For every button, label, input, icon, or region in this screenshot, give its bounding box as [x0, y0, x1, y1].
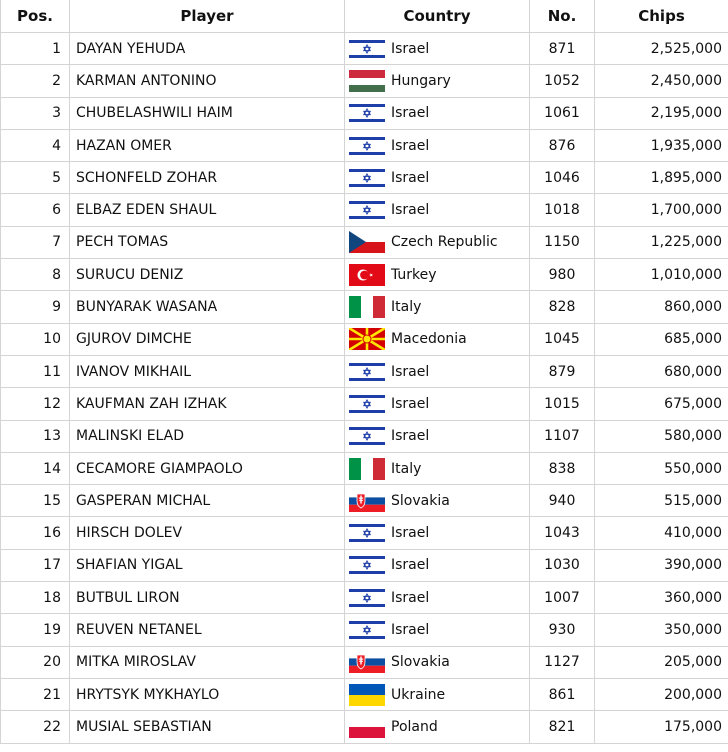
country-cell [345, 259, 530, 291]
chips-cell: 350,000 [595, 614, 728, 646]
header-chips: Chips [595, 0, 728, 33]
country-cell [345, 323, 530, 355]
country-name: Israel [391, 105, 430, 122]
chips-cell: 580,000 [595, 420, 728, 452]
player-cell: HAZAN OMER [70, 129, 345, 161]
number-cell: 1018 [530, 194, 595, 226]
player-cell: REUVEN NETANEL [70, 614, 345, 646]
country-name: Israel [391, 137, 430, 154]
country-cell [345, 711, 530, 743]
number-cell: 879 [530, 355, 595, 387]
pos-cell: 13 [1, 420, 70, 452]
number-cell: 1015 [530, 388, 595, 420]
macedonia-flag-icon [349, 328, 385, 350]
header-pos: Pos. [1, 0, 70, 33]
chips-cell: 550,000 [595, 452, 728, 484]
pos-cell: 1 [1, 33, 70, 65]
pos-cell: 5 [1, 162, 70, 194]
country-cell [345, 678, 530, 710]
country-cell [345, 614, 530, 646]
country-cell [345, 194, 530, 226]
israel-flag-icon [349, 361, 385, 383]
table-row [1, 517, 728, 549]
header-country: Country [345, 0, 530, 33]
number-cell: 1150 [530, 226, 595, 258]
chips-cell: 515,000 [595, 485, 728, 517]
player-cell: KARMAN ANTONINO [70, 65, 345, 97]
country-name: Ukraine [391, 686, 446, 703]
country-cell [345, 129, 530, 161]
pos-cell: 12 [1, 388, 70, 420]
number-cell: 1127 [530, 646, 595, 678]
pos-cell: 4 [1, 129, 70, 161]
chips-cell: 205,000 [595, 646, 728, 678]
country-name: Israel [391, 395, 430, 412]
country-name: Italy [391, 460, 422, 477]
pos-cell: 6 [1, 194, 70, 226]
player-cell: GASPERAN MICHAL [70, 485, 345, 517]
player-cell: ELBAZ EDEN SHAUL [70, 194, 345, 226]
number-cell: 861 [530, 678, 595, 710]
number-cell: 1043 [530, 517, 595, 549]
country-name: Israel [391, 169, 430, 186]
number-cell: 821 [530, 711, 595, 743]
chips-cell: 1,225,000 [595, 226, 728, 258]
country-name: Israel [391, 557, 430, 574]
pos-cell: 3 [1, 97, 70, 129]
slovakia-flag-icon [349, 651, 385, 673]
player-cell: IVANOV MIKHAIL [70, 355, 345, 387]
country-name: Israel [391, 40, 430, 57]
chips-cell: 1,010,000 [595, 259, 728, 291]
table-header-row [1, 0, 728, 33]
poland-flag-icon [349, 716, 385, 738]
country-cell [345, 97, 530, 129]
table-row [1, 614, 728, 646]
country-cell [345, 420, 530, 452]
chips-cell: 680,000 [595, 355, 728, 387]
table-row [1, 291, 728, 323]
country-name: Israel [391, 621, 430, 638]
pos-cell: 19 [1, 614, 70, 646]
pos-cell: 16 [1, 517, 70, 549]
country-cell [345, 388, 530, 420]
player-cell: PECH TOMAS [70, 226, 345, 258]
table-row [1, 549, 728, 581]
country-name: Israel [391, 363, 430, 380]
country-cell [345, 226, 530, 258]
table-row [1, 129, 728, 161]
country-cell [345, 582, 530, 614]
country-cell [345, 291, 530, 323]
czech-flag-icon [349, 231, 385, 253]
player-cell: CHUBELASHWILI HAIM [70, 97, 345, 129]
chips-cell: 175,000 [595, 711, 728, 743]
table-row [1, 582, 728, 614]
number-cell: 1030 [530, 549, 595, 581]
player-cell: MITKA MIROSLAV [70, 646, 345, 678]
ukraine-flag-icon [349, 684, 385, 706]
italy-flag-icon [349, 296, 385, 318]
israel-flag-icon [349, 38, 385, 60]
number-cell: 876 [530, 129, 595, 161]
number-cell: 1052 [530, 65, 595, 97]
player-cell: BUNYARAK WASANA [70, 291, 345, 323]
country-name: Israel [391, 589, 430, 606]
country-cell [345, 162, 530, 194]
country-name: Hungary [391, 72, 451, 89]
israel-flag-icon [349, 135, 385, 157]
country-cell [345, 549, 530, 581]
country-name: Turkey [391, 266, 437, 283]
table-row [1, 65, 728, 97]
country-name: Macedonia [391, 331, 467, 348]
chips-cell: 2,195,000 [595, 97, 728, 129]
number-cell: 828 [530, 291, 595, 323]
country-cell [345, 452, 530, 484]
number-cell: 930 [530, 614, 595, 646]
player-cell: SURUCU DENIZ [70, 259, 345, 291]
chips-cell: 2,450,000 [595, 65, 728, 97]
table-row [1, 323, 728, 355]
player-cell: GJUROV DIMCHE [70, 323, 345, 355]
table-row [1, 388, 728, 420]
chips-cell: 860,000 [595, 291, 728, 323]
israel-flag-icon [349, 587, 385, 609]
chips-cell: 1,895,000 [595, 162, 728, 194]
pos-cell: 14 [1, 452, 70, 484]
player-cell: HIRSCH DOLEV [70, 517, 345, 549]
player-cell: MALINSKI ELAD [70, 420, 345, 452]
table-row [1, 194, 728, 226]
chips-cell: 675,000 [595, 388, 728, 420]
table-row [1, 355, 728, 387]
pos-cell: 10 [1, 323, 70, 355]
chips-cell: 390,000 [595, 549, 728, 581]
table-row [1, 259, 728, 291]
table-row [1, 162, 728, 194]
player-cell: HRYTSYK MYKHAYLO [70, 678, 345, 710]
chips-cell: 1,935,000 [595, 129, 728, 161]
israel-flag-icon [349, 619, 385, 641]
header-no: No. [530, 0, 595, 33]
pos-cell: 17 [1, 549, 70, 581]
country-name: Israel [391, 202, 430, 219]
pos-cell: 18 [1, 582, 70, 614]
table-row [1, 452, 728, 484]
country-cell [345, 355, 530, 387]
pos-cell: 9 [1, 291, 70, 323]
table-row [1, 226, 728, 258]
pos-cell: 15 [1, 485, 70, 517]
header-player: Player [70, 0, 345, 33]
country-name: Slovakia [391, 492, 450, 509]
israel-flag-icon [349, 167, 385, 189]
italy-flag-icon [349, 458, 385, 480]
number-cell: 1007 [530, 582, 595, 614]
number-cell: 1061 [530, 97, 595, 129]
pos-cell: 8 [1, 259, 70, 291]
number-cell: 1045 [530, 323, 595, 355]
player-cell: KAUFMAN ZAH IZHAK [70, 388, 345, 420]
country-name: Slovakia [391, 654, 450, 671]
country-name: Czech Republic [391, 234, 498, 251]
country-name: Israel [391, 525, 430, 542]
table-row [1, 485, 728, 517]
player-cell: BUTBUL LIRON [70, 582, 345, 614]
country-cell [345, 485, 530, 517]
player-cell: DAYAN YEHUDA [70, 33, 345, 65]
israel-flag-icon [349, 522, 385, 544]
chips-cell: 685,000 [595, 323, 728, 355]
chips-cell: 360,000 [595, 582, 728, 614]
hungary-flag-icon [349, 70, 385, 92]
table-row [1, 678, 728, 710]
israel-flag-icon [349, 102, 385, 124]
country-cell [345, 33, 530, 65]
number-cell: 940 [530, 485, 595, 517]
table-row [1, 711, 728, 743]
country-cell [345, 65, 530, 97]
chips-cell: 2,525,000 [595, 33, 728, 65]
player-cell: CECAMORE GIAMPAOLO [70, 452, 345, 484]
chips-cell: 1,700,000 [595, 194, 728, 226]
pos-cell: 22 [1, 711, 70, 743]
pos-cell: 20 [1, 646, 70, 678]
table-row [1, 420, 728, 452]
number-cell: 980 [530, 259, 595, 291]
country-name: Italy [391, 299, 422, 316]
number-cell: 1107 [530, 420, 595, 452]
country-cell [345, 646, 530, 678]
slovakia-flag-icon [349, 490, 385, 512]
pos-cell: 2 [1, 65, 70, 97]
number-cell: 838 [530, 452, 595, 484]
israel-flag-icon [349, 425, 385, 447]
player-cell: MUSIAL SEBASTIAN [70, 711, 345, 743]
number-cell: 1046 [530, 162, 595, 194]
pos-cell: 11 [1, 355, 70, 387]
turkey-flag-icon [349, 264, 385, 286]
chips-cell: 410,000 [595, 517, 728, 549]
player-cell: SCHONFELD ZOHAR [70, 162, 345, 194]
pos-cell: 21 [1, 678, 70, 710]
israel-flag-icon [349, 199, 385, 221]
table-row [1, 97, 728, 129]
pos-cell: 7 [1, 226, 70, 258]
table-row [1, 33, 728, 65]
israel-flag-icon [349, 393, 385, 415]
country-name: Israel [391, 428, 430, 445]
player-cell: SHAFIAN YIGAL [70, 549, 345, 581]
country-cell [345, 517, 530, 549]
country-name: Poland [391, 718, 438, 735]
number-cell: 871 [530, 33, 595, 65]
israel-flag-icon [349, 554, 385, 576]
table-row [1, 646, 728, 678]
chips-cell: 200,000 [595, 678, 728, 710]
